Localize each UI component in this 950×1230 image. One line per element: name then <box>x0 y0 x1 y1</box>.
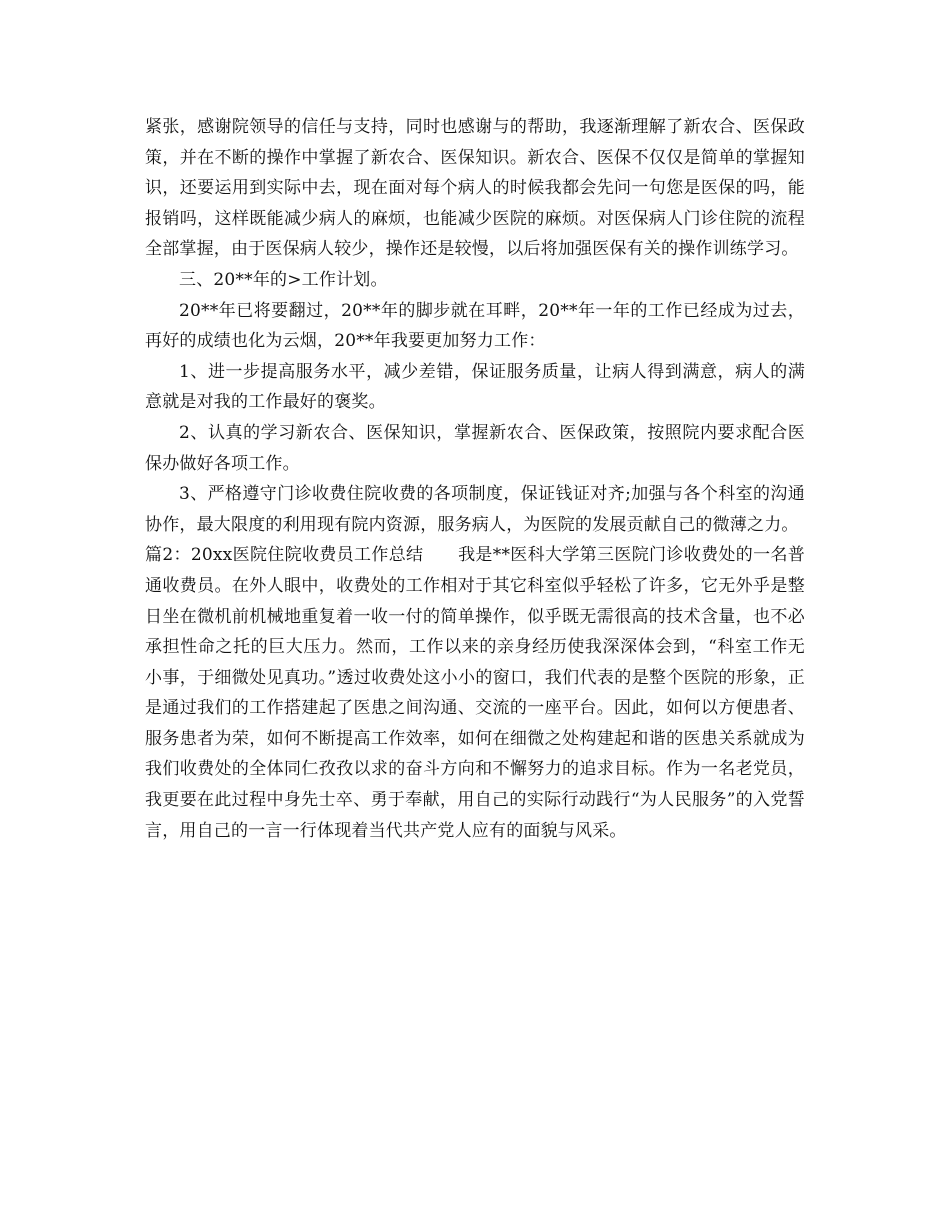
article-2-paragraph: 篇2：20xx医院住院收费员工作总结 我是**医科大学第三医院门诊收费处的一名普通收费员。在外人眼中，收费处的工作相对于其它科室似乎轻松了许多，它无外乎是整日坐在微机前机械地重复着一收一付的简单操作，似乎既无需很高的技术含量，也不必承担性命之托的巨大压力。然而，工作以来的亲身经历使我深深体会到，“科室工作无小事，于细微处见真功。”透过收费处这小小的窗口，我们代表的是整个医院的形象，正是通过我们的工作搭建起了医患之间沟通、交流的一座平台。因此，如何以方便患者、服务患者为荣，如何不断提高工作效率，如何在细微之处构建起和谐的医患关系就成为我们收费处的全体同仁孜孜以求的奋斗方向和不懈努力的追求目标。作为一名老党员，我更要在此过程中身先士卒、勇于奉献，用自己的实际行动践行“为人民服务”的入党誓言，用自己的一言一行体现着当代共产党人应有的面貌与风采。 <box>145 545 805 841</box>
section-heading-work-plan: 三、20**年的>工作计划。 <box>179 269 388 290</box>
paragraph-insurance-policy: 紧张，感谢院领导的信任与支持，同时也感谢与的帮助，我逐渐理解了新农合、医保政策，并在不断的操作中掌握了新农合、医保知识。新农合、医保不仅仅是简单的掌握知识，还要运用到实际中去，现在面对每个病人的时候我都会先问一句您是医保的吗，能报销吗，这样既能减少病人的麻烦，也能减少医院的麻烦。对医保病人门诊住院的流程全部掌握，由于医保病人较少，操作还是较慢，以后将加强医保有关的操作训练学习。 <box>145 117 805 260</box>
paragraph-year-intro: 20**年已将要翻过，20**年的脚步就在耳畔，20**年一年的工作已经成为过去，再好的成绩也化为云烟，20**年我要更加努力工作： <box>145 300 805 352</box>
plan-item-2: 2、认真的学习新农合、医保知识，掌握新农合、医保政策，按照院内要求配合医保办做好各项工作。 <box>145 422 805 474</box>
plan-item-1: 1、进一步提高服务水平，减少差错，保证服务质量，让病人得到满意，病人的满意就是对我的工作最好的褒奖。 <box>145 361 805 413</box>
plan-item-3: 3、严格遵守门诊收费住院收费的各项制度，保证钱证对齐;加强与各个科室的沟通协作，最大限度的利用现有院内资源，服务病人，为医院的发展贡献自己的微薄之力。 <box>145 484 805 535</box>
document-body <box>145 112 805 846</box>
